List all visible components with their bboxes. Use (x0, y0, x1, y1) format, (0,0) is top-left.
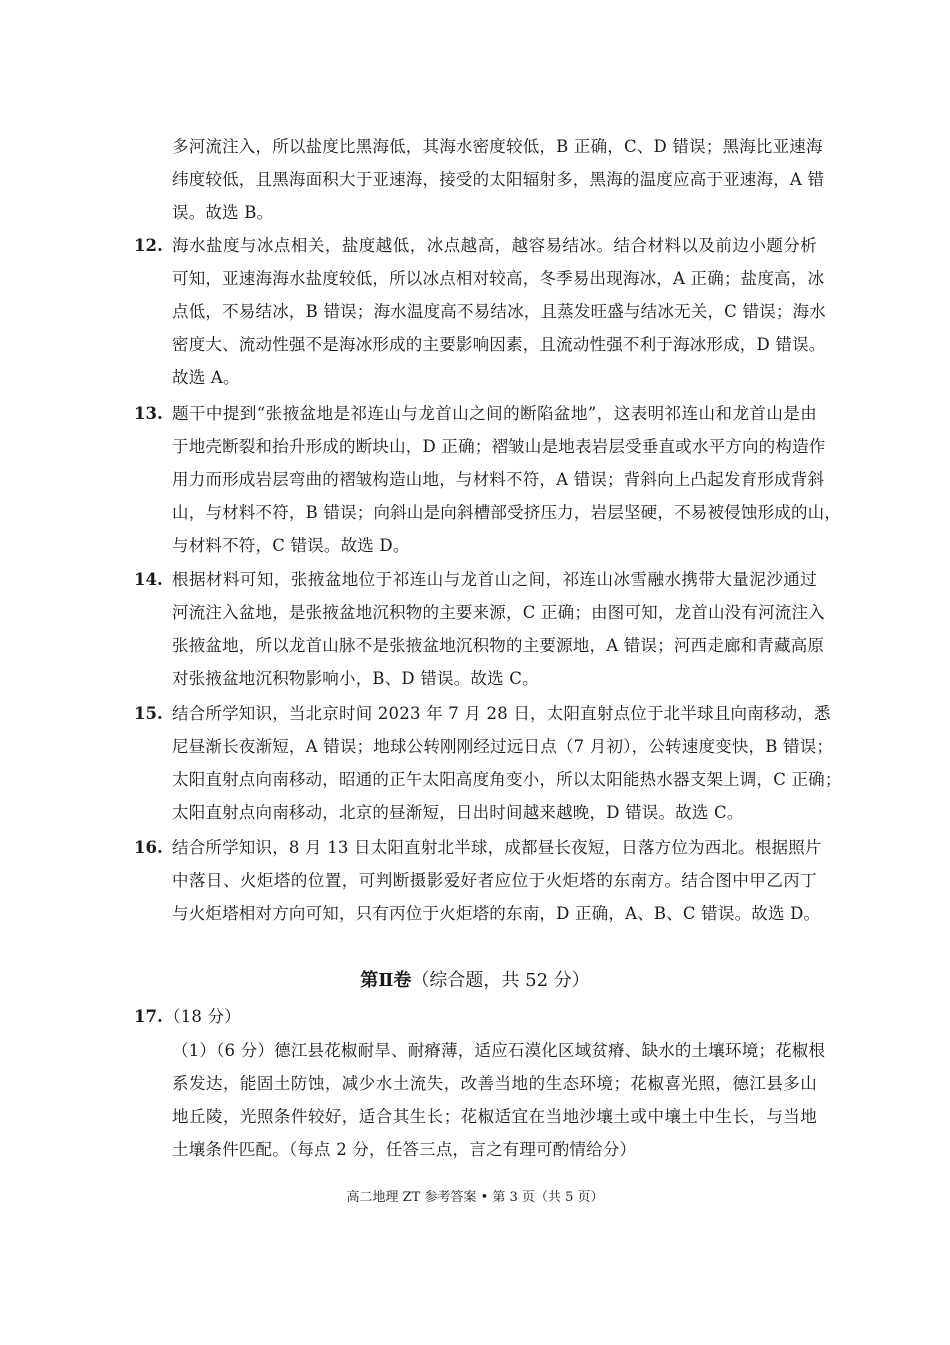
q17-points: （18 分） (164, 1007, 241, 1026)
section-title-bold: 第Ⅱ卷 (360, 970, 412, 991)
answer-line: 土壤条件匹配。（每点 2 分，任答三点，言之有理可酌情给分） (172, 1140, 637, 1159)
answer-line: 与火炬塔相对方向可知，只有丙位于火炬塔的东南，D 正确，A、B、C 错误。故选 D。 (172, 904, 821, 923)
continuation-line: 多河流注入，所以盐度比黑海低，其海水密度较低，B 正确，C、D 错误；黑海比亚速海 (172, 137, 823, 156)
answer-line: 根据材料可知，张掖盆地位于祁连山与龙首山之间，祁连山冰雪融水携带大量泥沙通过 (172, 570, 817, 589)
answer-line: 山，与材料不符，B 错误；向斜山是向斜槽部受挤压力，岩层坚硬，不易被侵蚀形成的山， (172, 503, 842, 522)
answer-line: 结合所学知识，8 月 13 日太阳直射北半球，成都昼长夜短，日落方位为西北。根据照片 (172, 838, 822, 857)
answer-line: 系发达，能固土防蚀，减少水土流失，改善当地的生态环境；花椒喜光照，德江县多山 (172, 1074, 817, 1093)
answer-line: 与材料不符，C 错误。故选 D。 (172, 536, 410, 555)
answer-line: 于地壳断裂和抬升形成的断块山，D 正确；褶皱山是地表岩层受垂直或水平方向的构造作 (172, 437, 826, 456)
answer-line: 张掖盆地，所以龙首山脉不是张掖盆地沉积物的主要源地，A 错误；河西走廊和青藏高原 (172, 636, 825, 655)
section-title (0, 970, 950, 992)
answer-number: 14. (134, 570, 163, 589)
continuation-line: 误。故选 B。 (172, 203, 274, 222)
page-footer: 高二地理 ZT 参考答案 • 第 3 页（共 5 页） (346, 1190, 604, 1205)
answer-line: 河流注入盆地，是张掖盆地沉积物的主要来源，C 正确；由图可知，龙首山没有河流注入 (172, 603, 825, 622)
answer-line: 用力而形成岩层弯曲的褶皱构造山地，与材料不符，A 错误；背斜向上凸起发育形成背斜 (172, 470, 825, 489)
answer-line: （1）（6 分）德江县花椒耐旱、耐瘠薄，适应石漠化区域贫瘠、缺水的土壤环境；花椒根 (172, 1041, 826, 1060)
answer-line: 对张掖盆地沉积物影响小，B、D 错误。故选 C。 (172, 669, 539, 688)
continuation-line: 纬度较低，且黑海面积大于亚速海，接受的太阳辐射多，黑海的温度应高于亚速海，A 错 (172, 170, 825, 189)
answer-line: 尼昼渐长夜渐短，A 错误；地球公转刚刚经过远日点（7 月初），公转速度变快，B 错误； (172, 737, 834, 756)
answer-number: 16. (134, 838, 163, 857)
section-title-rest: （综合题，共 52 分） (411, 970, 590, 991)
answer-number: 15. (134, 704, 163, 723)
answer-number: 13. (134, 404, 163, 423)
answer-number: 17. (134, 1007, 163, 1026)
answer-line: 海水盐度与冰点相关，盐度越低，冰点越高，越容易结冰。结合材料以及前边小题分析 (172, 236, 817, 255)
answer-line: 地丘陵，光照条件较好，适合其生长；花椒适宜在当地沙壤土或中壤土中生长，与当地 (172, 1107, 817, 1126)
answer-line: 中落日、火炬塔的位置，可判断摄影爱好者应位于火炬塔的东南方。结合图中甲乙丙丁 (172, 871, 817, 890)
answer-line: 题干中提到“张掖盆地是祁连山与龙首山之间的断陷盆地”，这表明祁连山和龙首山是由 (172, 404, 817, 423)
answer-line: 密度大、流动性强不是海冰形成的主要影响因素，且流动性强不利于海冰形成，D 错误。 (172, 335, 826, 354)
answer-line: 太阳直射点向南移动，昭通的正午太阳高度角变小，所以太阳能热水器支架上调，C 正确； (172, 770, 842, 789)
answer-line: 太阳直射点向南移动，北京的昼渐短，日出时间越来越晚，D 错误。故选 C。 (172, 803, 744, 822)
answer-line: 结合所学知识，当北京时间 2023 年 7 月 28 日，太阳直射点位于北半球且向南移动，悉 (172, 704, 831, 723)
answer-number: 12. (134, 236, 163, 255)
answer-line: 故选 A。 (172, 368, 240, 387)
answer-line: 点低，不易结冰，B 错误；海水温度高不易结冰，且蒸发旺盛与结冰无关，C 错误；海水 (172, 302, 826, 321)
answer-line: 可知，亚速海海水盐度较低，所以冰点相对较高，冬季易出现海冰，A 正确；盐度高，冰 (172, 269, 825, 288)
